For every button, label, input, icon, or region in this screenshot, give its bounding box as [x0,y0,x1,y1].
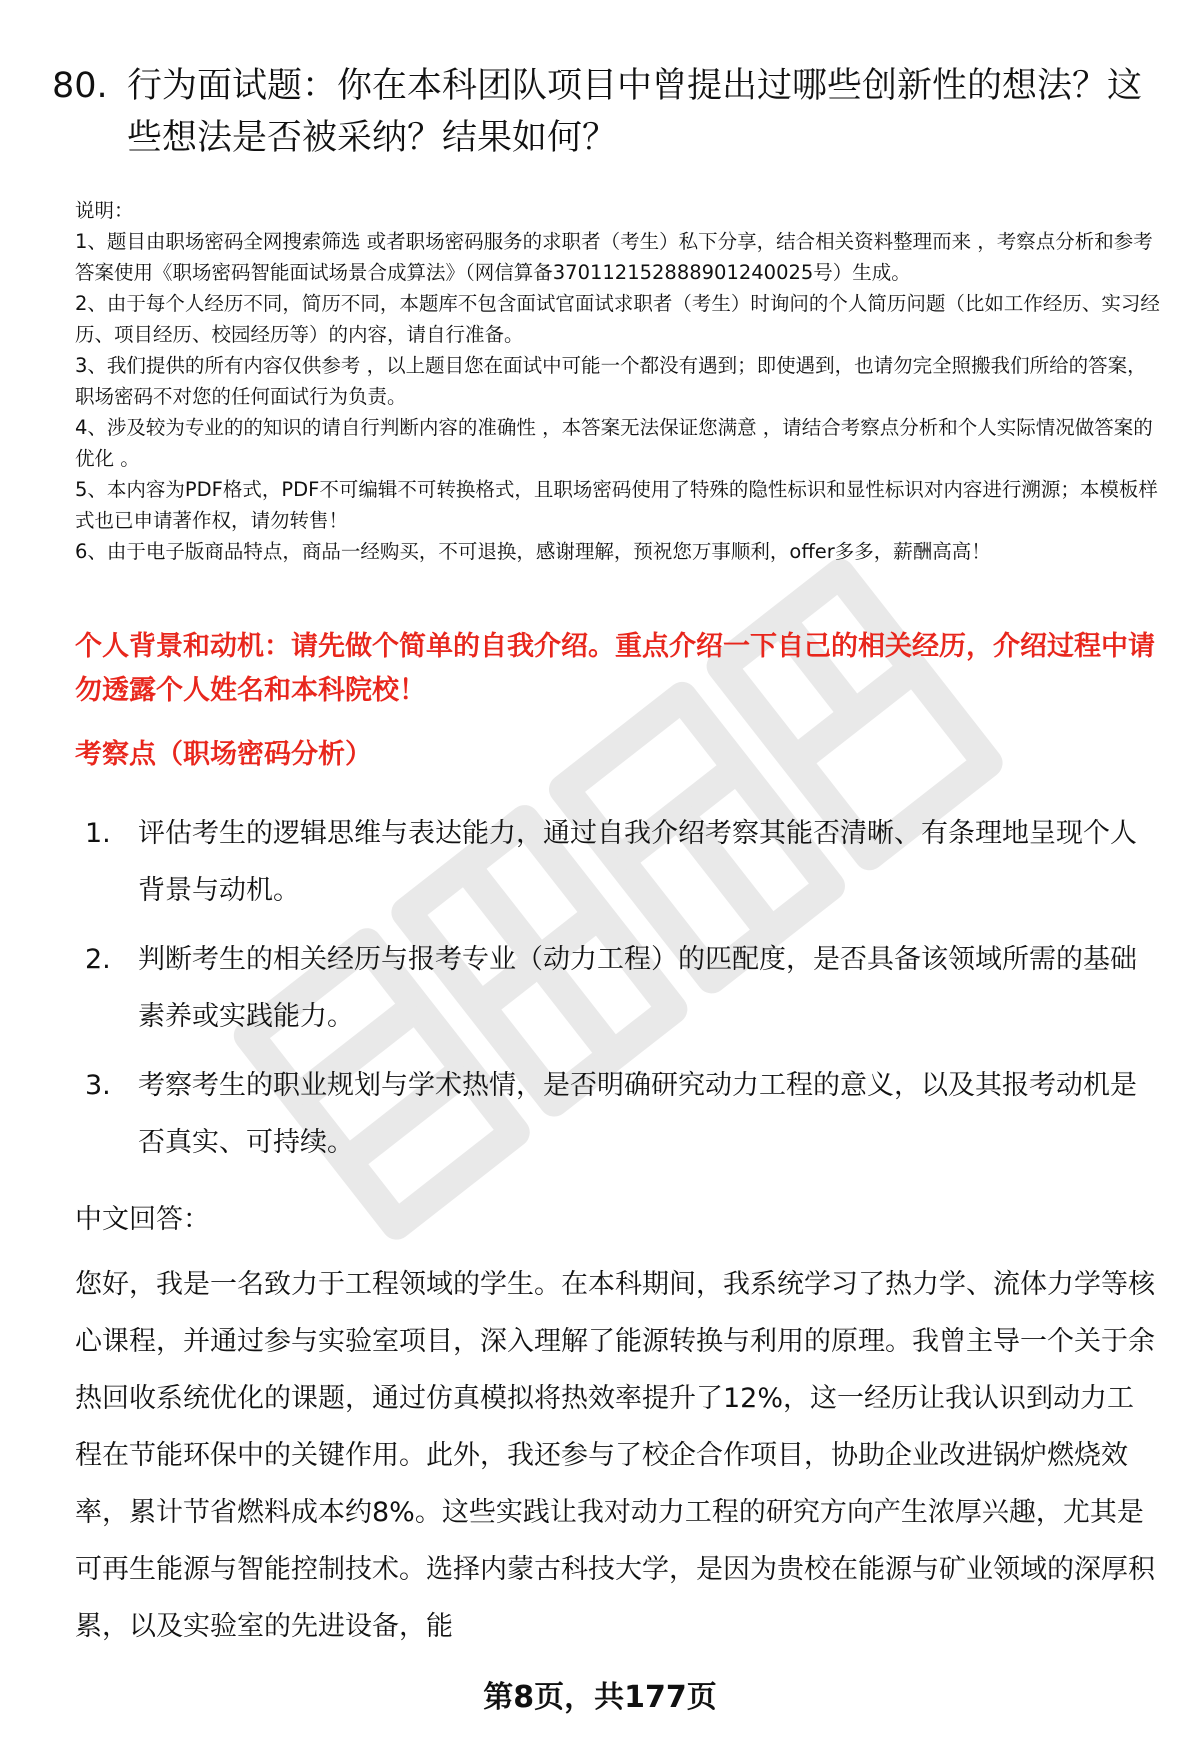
key-points-title: 考察点（职场密码分析） [75,739,372,770]
notes-item: 4、涉及较为专业的的知识的请自行判断内容的准确性 ，本答案无法保证您满意 ，请结合考察点分析和个人实际情况做答案的优化 。 [75,416,1153,470]
question-heading [52,60,1162,164]
notes-section [75,195,1160,567]
page-footer: 第8页，共177页 [483,1680,717,1715]
answer-body: 您好，我是一名致力于工程领域的学生。在本科期间，我系统学习了热力学、流体力学等核心课程，并通过参与实验室项目，深入理解了能源转换与利用的原理。我曾主导一个关于余热回收系统优化的课题，通过仿真模拟将热效率提升了12%，这一经历让我认识到动力工程在节能环保中的关键作用。此外，我还参与了校企合作项目，协助企业改进锅炉燃烧效率，累计节省燃料成本约8%。这些实践让我对动力工程的研究方向产生浓厚兴趣，尤其是可再生能源与智能控制技术。选择内蒙古科技大学，是因为贵校在能源与矿业领域的深厚积累，以及实验室的先进设备，能 [75,1269,1155,1642]
key-point-text: 判断考生的相关经历与报考专业（动力工程）的匹配度，是否具备该领域所需的基础素养或实践能力。 [138,944,1137,1032]
key-point-number: 3. [85,1070,111,1101]
answer-title: 中文回答： [75,1204,210,1235]
key-point-text: 评估考生的逻辑思维与表达能力，通过自我介绍考察其能否清晰、有条理地呈现个人背景与动机。 [138,818,1137,906]
key-point-number: 2. [85,944,111,975]
notes-item: 6、由于电子版商品特点，商品一经购买，不可退换，感谢理解，预祝您万事顺利，offer多多，薪酬高高！ [75,540,991,563]
notes-heading: 说明： [75,199,134,222]
key-point-number: 1. [85,818,111,849]
notes-item: 3、我们提供的所有内容仅供参考 ，以上题目您在面试中可能一个都没有遇到；即使遇到，也请勿完全照搬我们所给的答案，职场密码不对您的任何面试行为负责。 [75,354,1147,408]
key-point-item [75,1057,1160,1171]
notes-item: 5、本内容为PDF格式，PDF不可编辑不可转换格式，且职场密码使用了特殊的隐性标识和显性标识对内容进行溯源；本模板样式也已申请著作权，请勿转售！ [75,478,1158,532]
question-number: 80. [52,66,108,106]
key-point-item [75,931,1160,1045]
key-point-item [75,805,1160,919]
background-question: 个人背景和动机：请先做个简单的自我介绍。重点介绍一下自己的相关经历，介绍过程中请勿透露个人姓名和本科院校！ [75,631,1155,706]
notes-item: 2、由于每个人经历不同，简历不同，本题库不包含面试官面试求职者（考生）时询问的个人简历问题（比如工作经历、实习经历、项目经历、校园经历等）的内容，请自行准备。 [75,292,1160,346]
notes-item: 1、题目由职场密码全网搜索筛选 或者职场密码服务的求职者（考生）私下分享，结合相关资料整理而来 ，考察点分析和参考答案使用《职场密码智能面试场景合成算法》（网信算备370112152888901240025号）生成。 [75,230,1153,284]
key-point-text: 考察考生的职业规划与学术热情，是否明确研究动力工程的意义，以及其报考动机是否真实、可持续。 [138,1070,1137,1158]
key-points-list [75,805,1160,1183]
question-text: 行为面试题：你在本科团队项目中曾提出过哪些创新性的想法？这些想法是否被采纳？结果如何？ [127,66,1143,158]
